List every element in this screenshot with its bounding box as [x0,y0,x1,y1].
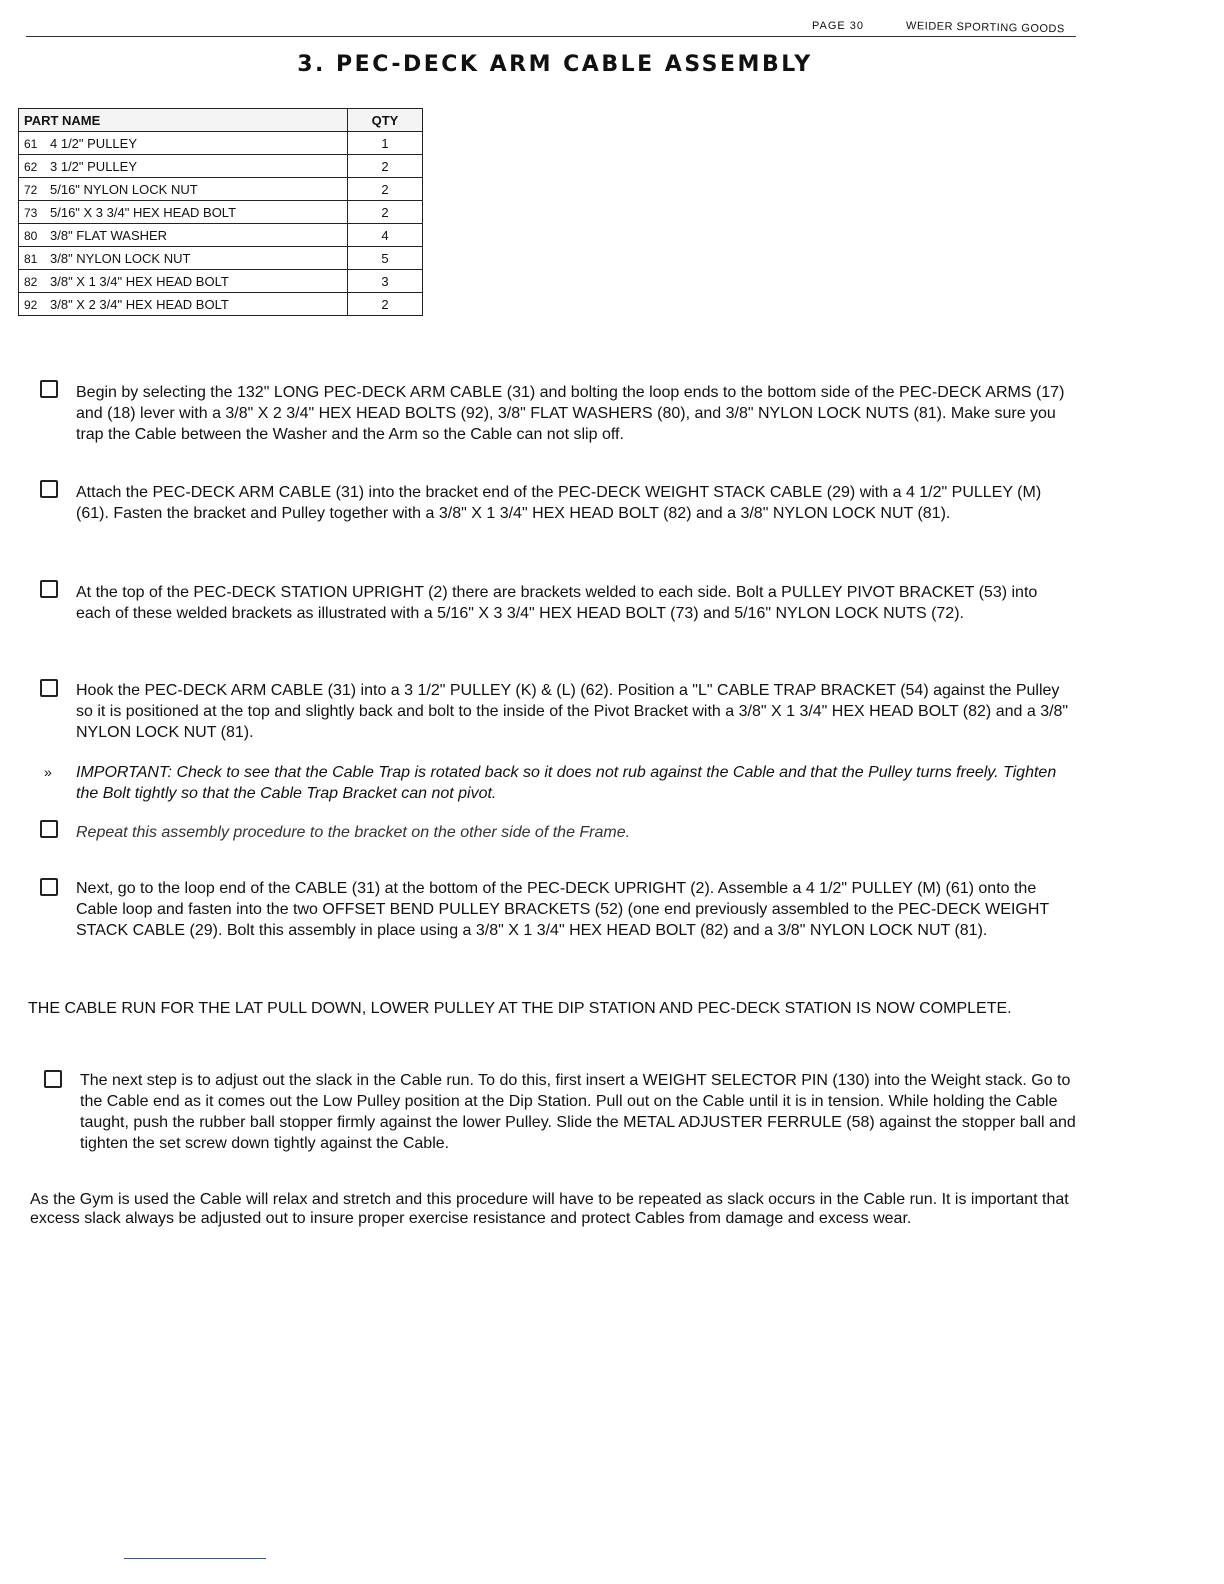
part-qty: 2 [348,201,423,224]
step-3 [76,582,1076,624]
part-name: 4 1/2" PULLEY [50,135,138,151]
step-1 [76,382,1076,445]
step-text: Next, go to the loop end of the CABLE (31) at the bottom of the PEC-DECK UPRIGHT (2). Assemble a 4 1/2" PULLEY (M) (61) onto the Cable loop and fasten into the two OFFSET BEND PULLEY BRACKETS (52) (one end previously assembled to the PEC-DECK WEIGHT STACK CABLE (29). Bolt this assembly in place using a 3/8" X 1 3/4" HEX HEAD BOLT (82) and a 3/8" NYLON LOCK NUT (81). [76,880,1049,939]
step-text: Begin by selecting the 132" LONG PEC-DECK ARM CABLE (31) and bolting the loop ends to the bottom side of the PEC-DECK ARMS (17) and (18) lever with a 3/8" X 2 3/4" HEX HEAD BOLTS (92), 3/8" FLAT WASHERS (80), and 3/8" NYLON LOCK NUTS (81). Make sure you trap the Cable between the Washer and the Arm so the Cable can not slip off. [76,384,1065,443]
step-text: Attach the PEC-DECK ARM CABLE (31) into the bracket end of the PEC-DECK WEIGHT STACK CABLE (29) with a 4 1/2" PULLEY (M) (61). Fasten the bracket and Pulley together with a 3/8" X 1 3/4" HEX HEAD BOLT (82) and a 3/8" NYLON LOCK NUT (81). [76,484,1042,522]
part-number: 92 [24,297,38,312]
adjust-step [80,1070,1076,1154]
note-text: IMPORTANT: Check to see that the Cable Trap is rotated back so it does not rub against the Cable and that the Pulley turns freely. Tighten the Bolt tightly so that the Cable Trap Bracket can not pivot. [76,764,1057,802]
part-name: 3/8" NYLON LOCK NUT [50,250,191,266]
column-header-part-name: PART NAME [19,109,348,132]
table-header-row [19,109,423,132]
step-checkbox[interactable] [40,380,58,398]
table-row [19,247,423,270]
part-name: 3/8" X 2 3/4" HEX HEAD BOLT [50,296,229,312]
table-row [19,178,423,201]
bullet-icon: » [44,764,52,780]
part-name: 3 1/2" PULLEY [50,158,138,174]
page-title: 3. PEC-DECK ARM CABLE ASSEMBLY [297,52,813,77]
step-text: Repeat this assembly procedure to the bracket on the other side of the Frame. [76,824,631,841]
page-number: PAGE 30 [812,20,865,32]
step-text: Hook the PEC-DECK ARM CABLE (31) into a 3 1/2" PULLEY (K) & (L) (62). Position a "L" CABLE TRAP BRACKET (54) against the Pulley so it is positioned at the top and slightly back and bolt to the inside of the Pivot Bracket with a 3/8" X 1 3/4" HEX HEAD BOLT (82) and a 3/8" NYLON LOCK NUT (81). [76,682,1069,741]
step-text: The next step is to adjust out the slack in the Cable run. To do this, first insert a WEIGHT SELECTOR PIN (130) into the Weight stack. Go to the Cable end as it comes out the Low Pulley position at the Dip Station. Pull out on the Cable until it is in tension. While holding the Cable taught, push the rubber ball stopper firmly against the lower Pulley. Slide the METAL ADJUSTER FERRULE (58) against the stopper ball and tighten the set screw down tightly against the Cable. [80,1072,1076,1152]
part-name: 5/16" NYLON LOCK NUT [50,181,198,197]
completion-banner: THE CABLE RUN FOR THE LAT PULL DOWN, LOWER PULLEY AT THE DIP STATION AND PEC-DECK STATION IS NOW COMPLETE. [28,1000,1012,1017]
table-row [19,293,423,316]
important-note [76,762,1076,804]
part-name: 3/8" FLAT WASHER [50,227,168,243]
part-qty: 3 [348,270,423,293]
step-checkbox[interactable] [44,1070,62,1088]
page-header [26,16,1076,37]
table-row [19,201,423,224]
step-5 [76,822,1076,843]
parts-table [18,108,423,316]
part-qty: 2 [348,155,423,178]
step-6 [76,878,1076,941]
part-number: 72 [24,182,38,197]
step-checkbox[interactable] [40,878,58,896]
step-checkbox[interactable] [40,580,58,598]
part-qty: 4 [348,224,423,247]
part-name: 5/16" X 3 3/4" HEX HEAD BOLT [50,204,237,220]
part-qty: 2 [348,293,423,316]
step-checkbox[interactable] [40,679,58,697]
step-2 [76,482,1076,524]
part-name: 3/8" X 1 3/4" HEX HEAD BOLT [50,273,229,289]
part-number: 81 [24,251,38,266]
table-row [19,155,423,178]
table-row [19,224,423,247]
part-qty: 5 [348,247,423,270]
part-number: 80 [24,228,38,243]
step-checkbox[interactable] [40,820,58,838]
column-header-qty: QTY [348,109,423,132]
table-row [19,270,423,293]
step-text: At the top of the PEC-DECK STATION UPRIGHT (2) there are brackets welded to each side. Bolt a PULLEY PIVOT BRACKET (53) into each of these welded brackets as illustrated with a 5/16" X 3 3/4" HEX HEAD BOLT (73) and 5/16" NYLON LOCK NUTS (72). [76,584,1038,622]
step-4 [76,680,1076,743]
step-checkbox[interactable] [40,480,58,498]
part-number: 73 [24,205,38,220]
company-name: WEIDER SPORTING GOODS [905,20,1065,36]
part-number: 82 [24,274,38,289]
part-qty: 2 [348,178,423,201]
closing-paragraph: As the Gym is used the Cable will relax and stretch and this procedure will have to be repeated as slack occurs in the Cable run. It is important that excess slack always be adjusted out to insure proper exercise resistance and protect Cables from damage and excess wear. [30,1191,1069,1227]
part-number: 61 [24,136,38,151]
part-qty: 1 [348,132,423,155]
part-number: 62 [24,159,38,174]
footer-divider [124,1558,266,1559]
table-row [19,132,423,155]
